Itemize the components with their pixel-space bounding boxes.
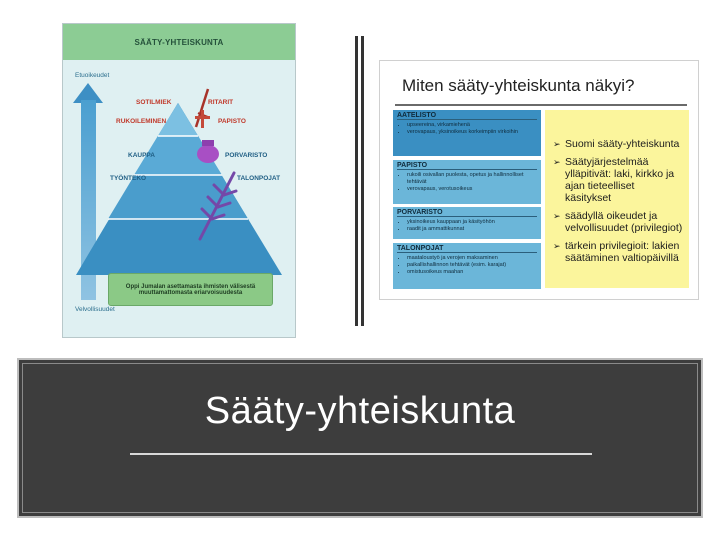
section-item: • maataloustyö ja verojen maksaminen [407,255,537,262]
arrow-bullet-icon: ➢ [553,139,561,149]
main-title: Sääty-yhteiskunta [204,390,516,432]
section-item: • raadit ja ammattikunnat [407,226,537,233]
summary-panel [545,110,689,288]
summary-item: ➢ tärkein privilegioit: lakien säätäminen valtiopäivillä [553,240,680,264]
section-clergy [393,160,541,204]
section-heading: AATELISTO [397,112,537,120]
section-burghers [393,207,541,239]
section-item: • yksinoikeus kauppaan ja käsityöhön [407,219,537,226]
section-item: • rukoili osivallan puolesta, opetus ja hallinnolliset tehtävät [407,172,537,186]
pyramid-label-knights: RITARIT [208,99,234,106]
pyramid-label-praying: RUKOILEMINEN [116,118,167,125]
summary-item: ➢ säädyllä oikeudet ja velvollisuudet (privilegiot) [553,210,683,234]
divider-line [361,36,364,326]
arrow-bullet-icon: ➢ [553,157,561,167]
axis-label-top: Etuoikeudet [75,72,110,79]
section-item: • upseereina, virkamiehenä [407,122,537,129]
slide-title: Miten sääty-yhteiskunta näkyi? [402,76,635,95]
pyramid-label-peasants: TALONPOJAT [237,175,281,182]
pyramid-label-clergy: PAPISTO [218,118,246,125]
summary-item: ➢ Suomi sääty-yhteiskunta [553,138,680,150]
arrow-bullet-icon: ➢ [553,211,561,221]
pyramid-figure-title: SÄÄTY-YHTEISKUNTA [63,24,295,60]
slide-title-rule [395,104,687,106]
section-item: • verovapaus, verotusoikeus [407,186,537,193]
section-item: • omistusoikeus maahan [407,269,537,276]
pyramid-label-trade: KAUPPA [128,152,155,159]
arrow-bullet-icon: ➢ [553,241,561,251]
section-item: • paikallishallinnon tehtävät (esim. karajat) [407,262,537,269]
section-heading: TALONPOJAT [397,245,537,253]
title-box [17,358,703,518]
summary-item: ➢ Säätyjärjestelmää ylläpitivät: laki, kirkko ja ajan tieteelliset käsitykset [553,156,675,204]
pyramid-note: Oppi Jumalan asettamasta ihmisten välisestä muuttamattomasta eriarvoisuudesta [108,273,273,306]
pyramid-label-labour: TYÖNTEKO [110,175,147,182]
axis-label-bottom: Velvollisuudet [75,306,115,313]
title-underline [130,453,592,455]
pyramid-label-burghers: PORVARISTO [225,152,268,159]
section-nobility [393,110,541,156]
section-heading: PAPISTO [397,162,537,170]
title-box-inner-border [22,363,698,513]
section-peasants [393,243,541,289]
section-item: • verovapaus, yksinoikeus korkeimpiin virkoihin [407,129,537,136]
section-heading: PORVARISTO [397,209,537,217]
pyramid-label-warfare: SOTILMIEK [136,99,172,106]
divider-line [355,36,358,326]
